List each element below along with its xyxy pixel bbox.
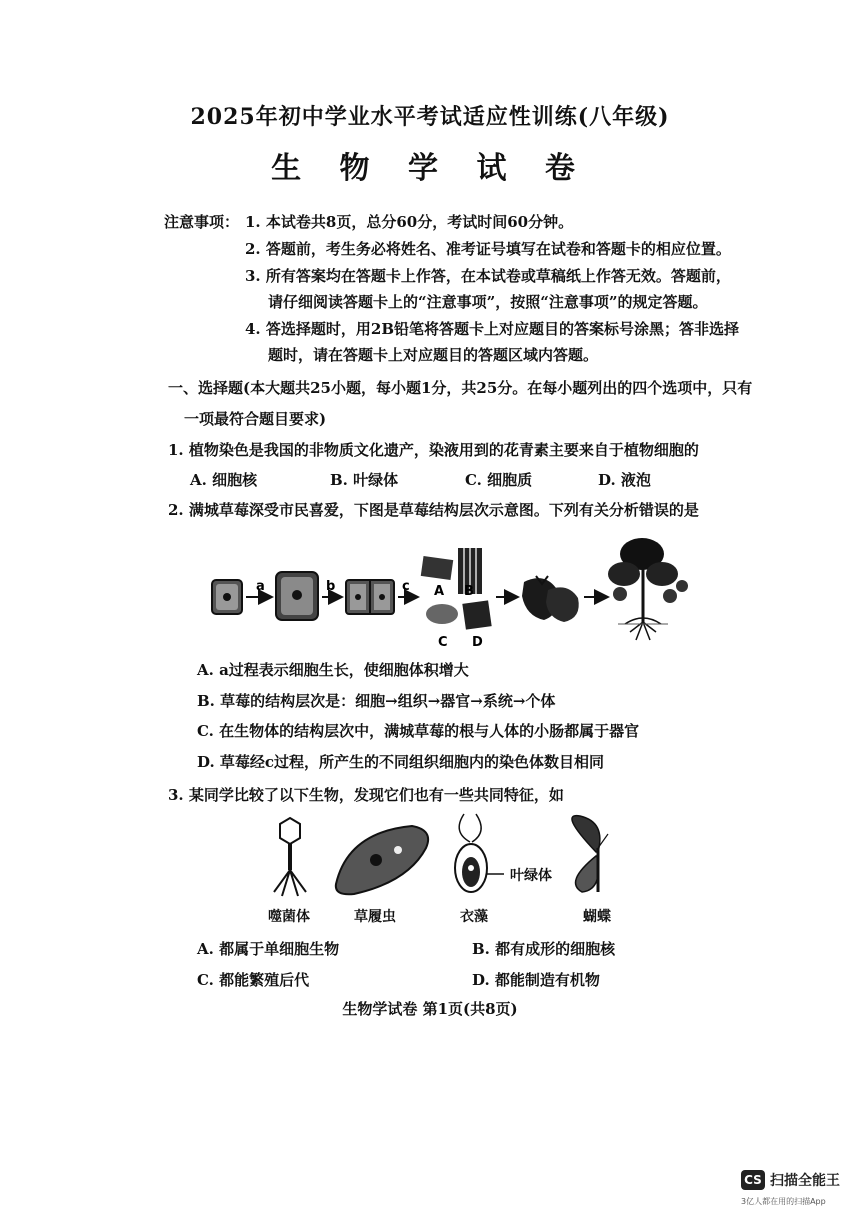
single-cell-icon — [212, 580, 242, 614]
section-heading-cont: 一项最符合题目要求) — [184, 410, 327, 428]
notice-item-2: 2. 答题前，考生务必将姓名、准考证号填写在试卷和答题卡的相应位置。 — [245, 240, 731, 258]
page-footer: 生物学试卷 第1页(共8页) — [342, 1000, 518, 1018]
organism-label-butterfly: 蝴蝶 — [583, 909, 611, 925]
question-3-option-b: B. 都有成形的细胞核 — [472, 940, 616, 958]
butterfly-icon — [572, 816, 608, 892]
tissue-a-icon — [421, 556, 453, 580]
chloroplast-label: 叶绿体 — [510, 868, 552, 884]
organism-label-paramecium: 草履虫 — [354, 909, 396, 925]
strawberry-fruit-icon — [522, 576, 579, 622]
question-2-stem: 2. 满城草莓深受市民喜爱，下图是草莓结构层次示意图。下列有关分析错误的是 — [168, 501, 699, 519]
tissue-d-icon — [462, 600, 491, 629]
label-c: c — [402, 579, 410, 594]
question-1-option-d: D. 液泡 — [598, 471, 651, 489]
organisms-figure — [258, 812, 628, 904]
label-D: D — [472, 635, 483, 650]
question-3-stem: 3. 某同学比较了以下生物，发现它们也有一些共同特征，如 — [168, 786, 564, 804]
notice-item-3: 3. 所有答案均在答题卡上作答，在本试卷或草稿纸上作答无效。答题前， — [245, 267, 731, 285]
notice-item-4-cont: 题时，请在答题卡上对应题目的答题区域内答题。 — [268, 346, 599, 364]
exam-subject-title: 生 物 学 试 卷 — [271, 151, 589, 186]
question-3-option-c: C. 都能繁殖后代 — [197, 971, 310, 989]
question-3-option-a: A. 都属于单细胞生物 — [197, 940, 340, 958]
camscanner-tagline: 3亿人都在用的扫描App — [741, 1197, 826, 1206]
paramecium-icon — [336, 826, 428, 894]
question-1-option-a: A. 细胞核 — [190, 471, 258, 489]
label-b: b — [326, 579, 336, 594]
notice-item-4: 4. 答选择题时，用2B铅笔将答题卡上对应题目的答案标号涂黑；答非选择 — [245, 320, 739, 338]
label-B: B — [464, 584, 474, 599]
dividing-cells-icon — [346, 580, 394, 614]
notice-item-1: 1. 本试卷共8页，总分60分，考试时间60分钟。 — [245, 213, 574, 231]
question-2-option-c: C. 在生物体的结构层次中，满城草莓的根与人体的小肠都属于器官 — [197, 722, 640, 740]
label-A: A — [434, 584, 445, 599]
section-heading: 一、选择题(本大题共25小题，每小题1分，共25分。在每小题列出的四个选项中，只有 — [168, 379, 753, 397]
label-C: C — [438, 635, 448, 650]
organism-label-bacteriophage: 噬菌体 — [268, 909, 310, 925]
question-2-option-d: D. 草莓经c过程，所产生的不同组织细胞内的染色体数目相同 — [197, 753, 605, 771]
question-2-option-b: B. 草莓的结构层次是：细胞→组织→器官→系统→个体 — [197, 692, 556, 710]
notice-item-3-cont: 请仔细阅读答题卡上的“注意事项”，按照“注意事项”的规定答题。 — [268, 293, 708, 311]
exam-header-title: 2025年初中学业水平考试适应性训练(八年级) — [190, 104, 670, 130]
question-1-stem: 1. 植物染色是我国的非物质文化遗产，染液用到的花青素主要来自于植物细胞的 — [168, 441, 699, 459]
question-2-option-a: A. a过程表示细胞生长，使细胞体积增大 — [197, 661, 469, 679]
question-1-option-c: C. 细胞质 — [465, 471, 533, 489]
tissue-c-icon — [426, 604, 458, 624]
strawberry-structure-figure — [200, 532, 710, 652]
enlarged-cell-icon — [276, 572, 318, 620]
notice-label: 注意事项： — [164, 213, 240, 231]
camscanner-app-name: 扫描全能王 — [770, 1173, 840, 1189]
label-a: a — [256, 579, 265, 594]
bacteriophage-icon — [274, 818, 306, 896]
strawberry-plant-icon — [608, 538, 688, 640]
chlamydomonas-icon — [455, 814, 504, 892]
camscanner-logo: CS — [741, 1170, 765, 1190]
question-1-option-b: B. 叶绿体 — [330, 471, 399, 489]
organism-label-chlamydomonas: 衣藻 — [460, 909, 488, 925]
question-3-option-d: D. 都能制造有机物 — [472, 971, 600, 989]
